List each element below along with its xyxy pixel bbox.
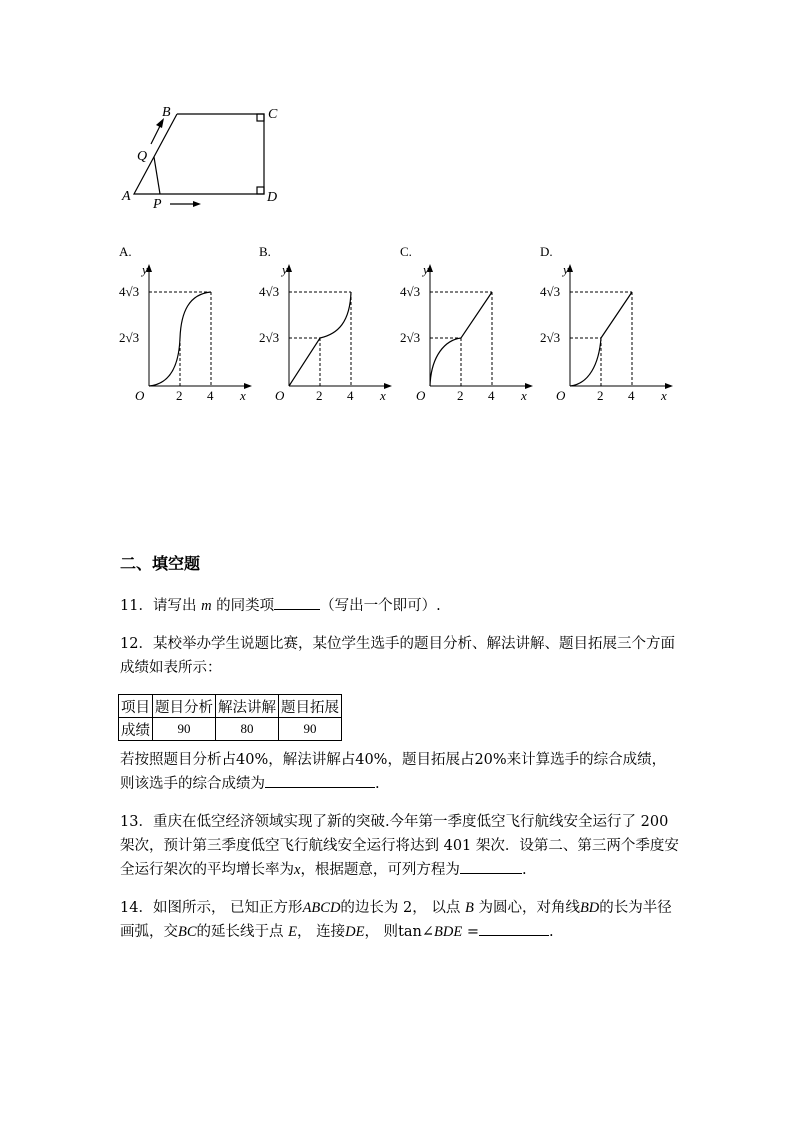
q12-after: 若按照题目分析占40%，解法讲解占40%，题目拓展占20%来计算选手的综合成绩，则该选手的综合成绩为 (120, 752, 667, 792)
right-angle-d (257, 187, 264, 194)
option-graphs (116, 244, 686, 414)
q14-var: E (288, 924, 297, 940)
q14-var: BDE (434, 924, 463, 940)
q12-answer-blank[interactable] (265, 773, 375, 788)
q11-number: 11． (120, 598, 153, 614)
q12-intro: 某校举办学生说题比赛，某位学生选手的题目分析、解法讲解、题目拓展三个方面成绩如表所示： (120, 636, 675, 676)
option-d-graph (537, 244, 677, 409)
x-axis-label: x (240, 388, 246, 403)
q13-text-b: ，根据题意，可列方程为 (300, 862, 460, 878)
q14-text: 如图所示， 已知正方形 (152, 900, 303, 916)
x-tick-2: 2 (316, 388, 323, 403)
option-b-curve (289, 292, 351, 386)
q14-tan: tan∠ (398, 924, 435, 940)
x-tick-4: 4 (207, 388, 214, 403)
y-tick-top: 4√3 (540, 284, 561, 299)
q14-text: = (462, 924, 479, 940)
x-tick-2: 2 (597, 388, 604, 403)
x-tick-4: 4 (628, 388, 635, 403)
q14-var: BC (178, 924, 197, 940)
q14-var: BD (579, 900, 600, 916)
table-header-cell: 项目 (119, 695, 153, 718)
x-tick-4: 4 (347, 388, 354, 403)
q14-text: 的边长为 2， 以点 (340, 900, 465, 916)
question-11 (120, 594, 680, 618)
option-a-label: A. (119, 244, 132, 259)
scores-table (118, 694, 342, 741)
q14-text: 为圆心，对角线 (473, 900, 580, 916)
x-tick-2: 2 (457, 388, 464, 403)
y-tick-mid: 2√3 (119, 330, 140, 345)
y-tick-mid: 2√3 (400, 330, 421, 345)
table-cell: 90 (153, 718, 216, 741)
y-axis-label: y (142, 262, 148, 277)
y-tick-top: 4√3 (259, 284, 280, 299)
y-axis-label: y (563, 262, 569, 277)
label-c: C (268, 107, 278, 122)
q12-number: 12． (120, 636, 153, 652)
y-axis-label: y (282, 262, 288, 277)
origin-label: O (135, 388, 145, 403)
origin-label: O (416, 388, 426, 403)
q13-answer-blank[interactable] (460, 859, 522, 874)
q12-end: . (375, 776, 380, 792)
q13-var-x: x (294, 862, 301, 878)
trapezoid-outline (134, 114, 264, 194)
q11-answer-blank[interactable] (274, 595, 320, 610)
table-row (119, 718, 342, 741)
option-a-curve (149, 292, 211, 386)
option-b-graph (256, 244, 396, 409)
section-title: 二、填空题 (120, 554, 201, 573)
table-header-cell: 题目分析 (153, 695, 216, 718)
q14-var: ABCD (302, 900, 341, 916)
y-tick-top: 4√3 (119, 284, 140, 299)
option-c-label: C. (400, 244, 412, 259)
y-tick-mid: 2√3 (540, 330, 561, 345)
table-cell: 80 (216, 718, 279, 741)
table-header-cell: 题目拓展 (279, 695, 342, 718)
q14-text: ， 则 (364, 924, 399, 940)
q14-number: 14． (120, 900, 153, 916)
label-b: B (162, 105, 171, 120)
option-d-label: D. (540, 244, 553, 259)
y-tick-mid: 2√3 (259, 330, 280, 345)
x-axis-label: x (521, 388, 527, 403)
q13-number: 13． (120, 814, 153, 830)
option-b-label: B. (259, 244, 271, 259)
label-a: A (122, 189, 131, 204)
question-12 (120, 632, 680, 680)
table-row (119, 695, 342, 718)
y-axis-label: y (423, 262, 429, 277)
label-p: P (153, 197, 162, 212)
q11-text-c: （写出一个即可）. (320, 598, 441, 614)
q14-var: DE (345, 924, 365, 940)
y-tick-top: 4√3 (400, 284, 421, 299)
table-cell: 90 (279, 718, 342, 741)
question-14 (120, 896, 680, 944)
label-q: Q (137, 149, 148, 164)
q14-answer-blank[interactable] (479, 921, 549, 936)
q13-end: . (521, 862, 527, 878)
origin-label: O (556, 388, 566, 403)
q11-text-a: 请写出 (152, 598, 202, 614)
q11-var-m: m (201, 598, 212, 614)
arrow-p-head (193, 201, 201, 207)
x-tick-2: 2 (176, 388, 183, 403)
q14-text: 的长为半径画弧，交 (120, 900, 672, 940)
x-axis-label: x (661, 388, 667, 403)
q14-text: 的延长线于点 (196, 924, 289, 940)
right-angle-c (257, 114, 264, 121)
trapezoid-figure (115, 100, 290, 215)
option-d-curve (570, 292, 632, 386)
question-13 (120, 810, 680, 882)
segment-pq (154, 157, 160, 194)
table-header-cell: 解法讲解 (216, 695, 279, 718)
option-c-graph (397, 244, 537, 409)
origin-label: O (275, 388, 285, 403)
x-tick-4: 4 (488, 388, 495, 403)
x-axis-label: x (380, 388, 386, 403)
question-12-continued (120, 748, 680, 796)
label-d: D (267, 190, 278, 205)
q14-end: . (548, 924, 554, 940)
q13-text-a: 重庆在低空经济领域实现了新的突破.今年第一季度低空飞行航线安全运行了 200 架次，预计第三季度低空飞行航线安全运行将达到 401 架次．设第二、第三两个季度安全运行架次的平均增长率为 (120, 814, 679, 878)
q14-text: ， 连接 (297, 924, 346, 940)
option-a-graph (116, 244, 256, 409)
q14-var: B (464, 900, 474, 916)
q11-text-b: 的同类项 (211, 598, 275, 614)
table-row-label: 成绩 (119, 718, 153, 741)
